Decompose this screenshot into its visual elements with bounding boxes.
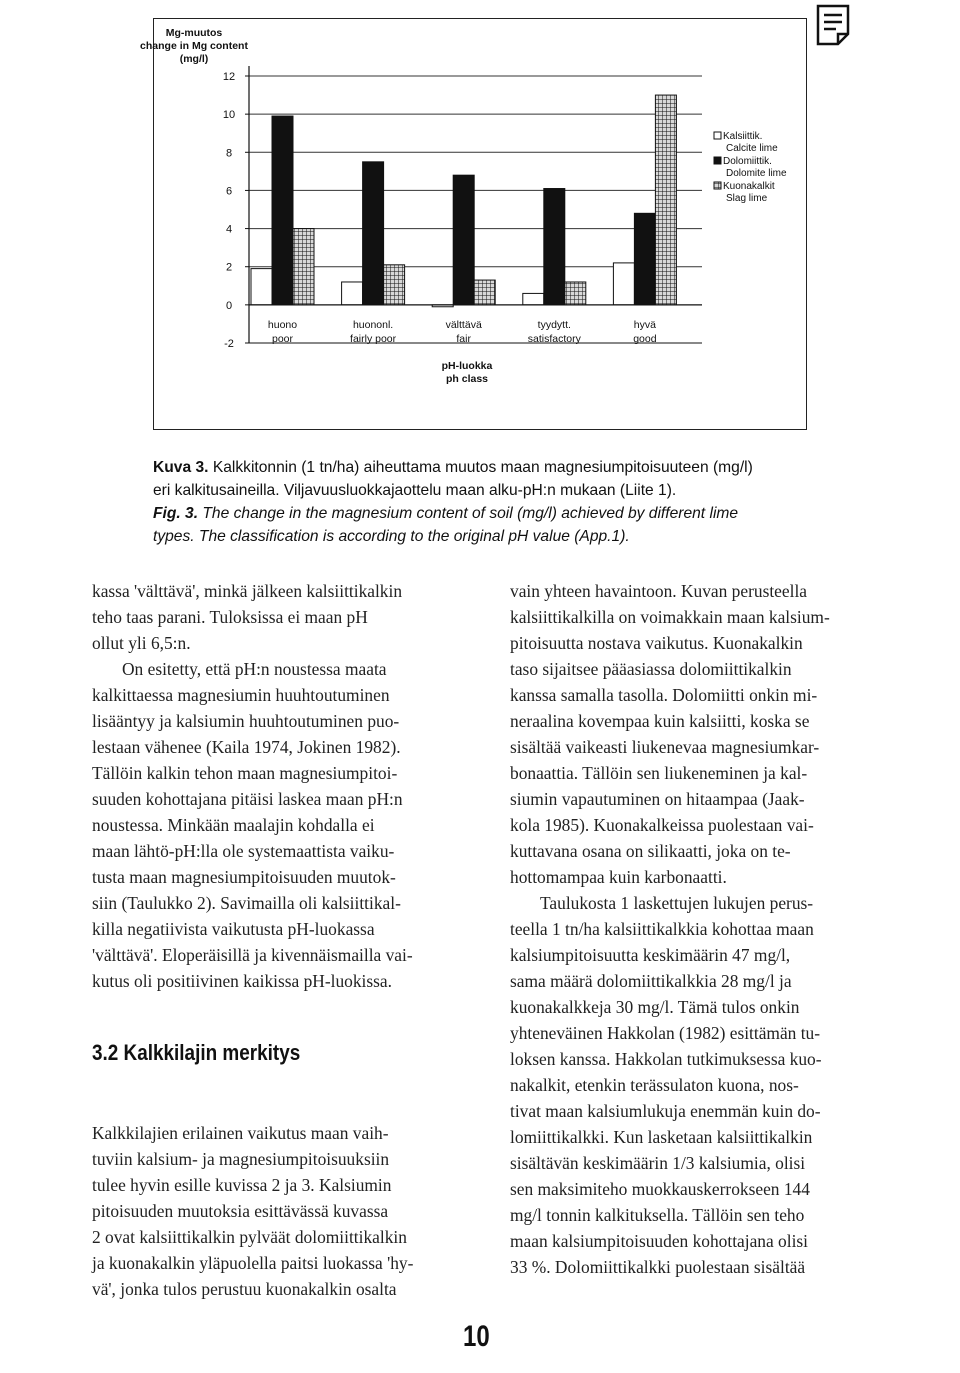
x-category-label: hyvä (633, 319, 656, 331)
text-line: kanssa samalla tasolla. Dolomiitti onkin mi- (510, 685, 818, 705)
x-category-label: satisfactory (527, 333, 581, 345)
page-number: 10 (463, 1320, 490, 1353)
bar (363, 162, 384, 305)
x-category-label: poor (271, 333, 294, 345)
figure-caption (153, 456, 813, 548)
y-tick-label: 6 (225, 185, 233, 198)
caption-fi-line-2: eri kalkitusaineilla. Viljavuusluokkajaottelu maan alku-pH:n mukaan (Liite 1). (153, 482, 677, 499)
text-line: mg/l tonnin kalkituksella. Tällöin sen teho (510, 1205, 805, 1225)
text-line: nakalkit, etenkin terässulaton kuona, nos- (510, 1075, 799, 1095)
legend-label: Kalsiittik. (723, 131, 763, 142)
right-column-text (510, 578, 885, 1280)
text-line: kutus oli positiivinen kaikissa pH-luokissa. (92, 971, 392, 991)
text-line: pitoisuutta nostava vaikutus. Kuonakalkin (510, 633, 803, 653)
text-line: taso sijaitsee pääasiassa dolomiittikalkin (510, 659, 792, 679)
text-line: 2 ovat kalsiittikalkin pylväät dolomiittikalkin (92, 1227, 407, 1247)
x-axis-title: pH-luokka (441, 360, 493, 372)
text-line: On esitetty, että pH:n noustessa maata (122, 659, 387, 679)
x-category-label: välttävä (445, 319, 482, 331)
text-line: tivat maan kalsiumlukuja enemmän kuin do- (510, 1101, 821, 1121)
legend-label: Slag lime (726, 193, 768, 204)
text-line: kola 1985). Kuonakalkeissa puolestaan vai- (510, 815, 814, 835)
text-line: hottomampaa kuin karbonaatti. (510, 867, 727, 887)
document-icon (816, 4, 850, 46)
x-category-label: good (633, 333, 657, 345)
caption-fi-text-1: Kalkkitonnin (1 tn/ha) aiheuttama muutos maan magnesiumpitoisuuteen (mg/l) (212, 459, 753, 476)
caption-en-line-2: types. The classification is according to the original pH value (App.1). (153, 528, 630, 545)
text-line: kalsiumpitoisuutta keskimäärin 47 mg/l, (510, 945, 791, 965)
text-line: sen maksimiteho muokkauskerrokseen 144 (510, 1179, 810, 1199)
y-tick-label: 2 (225, 261, 233, 274)
bar (272, 116, 293, 305)
text-line: tulee hyvin esille kuvissa 2 ja 3. Kalsiumin (92, 1175, 392, 1195)
text-line: maan kalsiumpitoisuuden kohottajana olisi (510, 1231, 809, 1251)
left-column-text-2 (92, 1120, 477, 1302)
text-line: 33 %. Dolomiittikalkki puolestaan sisältää (510, 1257, 806, 1277)
text-line: ja kuonakalkin yläpuolella paitsi luokassa 'hy- (92, 1253, 414, 1273)
bar (565, 282, 586, 305)
bar (474, 280, 495, 305)
legend-label: Dolomiittik. (723, 156, 772, 167)
text-line: Tällöin kalkin tehon maan magnesiumpitoi- (92, 763, 398, 783)
y-tick-label: 10 (222, 109, 236, 122)
caption-en-line-1 (153, 502, 813, 525)
text-line: noustessa. Minkään maalajin kohdalla ei (92, 815, 375, 835)
y-axis-title: (mg/l) (179, 53, 209, 65)
bar (453, 175, 474, 305)
caption-en-text-1: The change in the magnesium content of soil (mg/l) achieved by different lime (202, 505, 739, 522)
text-line: sisältävän keskimäärin 1/3 kalsiumia, olisi (510, 1153, 806, 1173)
y-axis-title: change in Mg content (140, 40, 248, 52)
caption-fi-line-1 (153, 456, 813, 479)
x-category-label: tyydytt. (537, 319, 571, 331)
text-line: sama määrä dolomiittikalkkia 28 mg/l ja (510, 971, 792, 991)
caption-label-en: Fig. 3. (153, 505, 199, 522)
left-column-text (92, 578, 477, 994)
mg-change-bar-chart (140, 19, 806, 429)
text-line: teella 1 tn/ha kalsiittikalkkia kohottaa maan (510, 919, 814, 939)
x-category-label: huononl. (352, 319, 394, 331)
text-line: pitoisuuden muutoksia esittävässä kuvassa (92, 1201, 389, 1221)
y-tick-label: 8 (225, 147, 233, 160)
text-line: kassa 'välttävä', minkä jälkeen kalsiittikalkin (92, 581, 403, 601)
bar (523, 293, 544, 304)
text-line: 'välttävä'. Eloperäisillä ja kivennäismailla vai- (92, 945, 413, 965)
legend-swatch (714, 132, 721, 139)
legend-label: Dolomite lime (726, 168, 787, 179)
bar (293, 229, 314, 305)
y-axis-title: Mg-muutos (165, 27, 223, 39)
legend-swatch (714, 182, 721, 189)
text-line: lomiittikalkki. Kun lasketaan kalsiittikalkin (510, 1127, 813, 1147)
x-category-label: fair (456, 333, 471, 345)
x-axis-title: ph class (445, 373, 489, 385)
text-line: lisääntyy ja kalsiumin huuhtoutuminen puo- (92, 711, 400, 731)
text-line: vain yhteen havaintoon. Kuvan perusteella (510, 581, 807, 601)
text-line: killa negatiivista vaikutusta pH-luokassa (92, 919, 375, 939)
text-line: loksen kanssa. Hakkolan tutkimuksessa kuo- (510, 1049, 822, 1069)
text-line: Kalkkilajien erilainen vaikutus maan vaih- (92, 1123, 389, 1143)
bar (384, 265, 405, 305)
text-line: ollut yli 6,5:n. (92, 633, 191, 653)
text-line: tuviin kalsium- ja magnesiumpitoisuuksiin (92, 1149, 390, 1169)
text-line: kuttavana osana on silikaatti, joka on te- (510, 841, 791, 861)
x-category-label: fairly poor (350, 333, 397, 345)
text-line: suuden kohottajana pitäisi laskea maan pH:n (92, 789, 403, 809)
text-line: maan lähtö-pH:lla ole systemaattista vaiku- (92, 841, 395, 861)
text-line: kuonakalkkeja 30 mg/l. Tämä tulos onkin (510, 997, 800, 1017)
legend-label: Kuonakalkit (723, 181, 775, 192)
bar (634, 213, 655, 305)
text-line: kalsiittikalkilla on voimakkain maan kalsium- (510, 607, 830, 627)
text-line: yhteneväinen Hakkolan (1982) esittämän tu- (510, 1023, 821, 1043)
bar (342, 282, 363, 305)
text-line: sisältää vaikeasti liukenevaa magnesiumkar- (510, 737, 820, 757)
y-tick-label: 0 (225, 299, 233, 312)
text-line: teho taas parani. Tuloksissa ei maan pH (92, 607, 368, 627)
y-tick-label: 4 (225, 223, 233, 236)
text-line: vä', jonka tulos perustuu kuonakalkin osalta (92, 1279, 397, 1299)
chart-frame (140, 18, 807, 430)
legend-label: Calcite lime (726, 143, 778, 154)
text-line: siumin vapautuminen on hitaampaa (Jaak- (510, 789, 805, 809)
y-tick-label: 12 (222, 71, 236, 83)
text-line: bonaattia. Tällöin sen liukeneminen ja kal- (510, 763, 808, 783)
text-line: kalkittaessa magnesiumin huuhtoutuminen (92, 685, 390, 705)
caption-label-fi: Kuva 3. (153, 459, 209, 476)
text-line: Taulukosta 1 laskettujen lukujen perus- (540, 893, 814, 913)
legend-swatch (714, 157, 721, 164)
bar (251, 269, 272, 305)
text-line: tusta maan magnesiumpitoisuuden muutok- (92, 867, 396, 887)
bar (655, 95, 676, 305)
bar (613, 263, 634, 305)
x-category-label: huono (267, 319, 298, 331)
bar (544, 189, 565, 305)
text-line: siin (Taulukko 2). Savimailla oli kalsiittikal- (92, 893, 401, 913)
section-heading: 3.2 Kalkkilajin merkitys (92, 1040, 301, 1065)
y-tick-label: -2 (224, 338, 234, 350)
text-line: neraalina kovempaa kuin kalsiitti, koska se (510, 711, 810, 731)
text-line: lestaan vähenee (Kaila 1974, Jokinen 1982). (92, 737, 401, 757)
